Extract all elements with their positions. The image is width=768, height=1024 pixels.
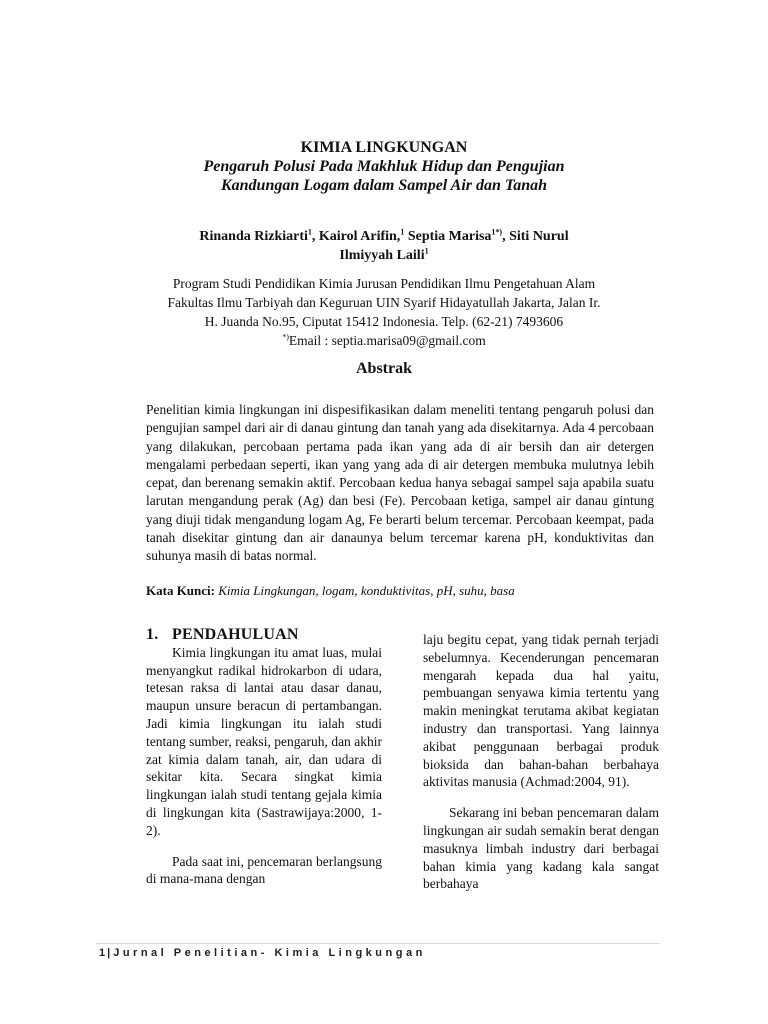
- section-number: 1.: [146, 626, 159, 643]
- affiliation-line-1: Program Studi Pendidikan Kimia Jurusan Pendidikan Ilmu Pengetahuan Alam: [172, 276, 596, 291]
- paragraph-2: Pada saat ini, pencemaran berlangsung di mana-mana dengan: [146, 853, 382, 887]
- author-5: Ilmiyyah Laili: [339, 248, 425, 263]
- paper-subtitle-line1: Pengaruh Polusi Pada Makhluk Hidup dan Pengujian: [203, 158, 565, 175]
- author-1: Rinanda Rizkiarti: [199, 229, 308, 244]
- affiliation-block: [130, 274, 638, 350]
- footer-divider: [96, 943, 660, 944]
- footer-separator: |: [107, 947, 111, 959]
- page-number: 1: [99, 947, 106, 959]
- section-heading: [146, 626, 382, 644]
- author-3-affil: 1*): [491, 227, 503, 237]
- author-2-affil: 1: [400, 227, 405, 237]
- page-footer: [99, 947, 426, 959]
- right-column: [423, 631, 659, 893]
- email-text: Email : septia.marisa09@gmail.com: [288, 333, 486, 348]
- author-list: [140, 227, 628, 265]
- paragraph-4: Sekarang ini beban pencemaran dalam lingkungan air sudah semakin berat dengan masuknya limbah industry dari berbagai bahan kimia yang kadang kala sangat berbahaya: [423, 805, 659, 892]
- paragraph-1: Kimia lingkungan itu amat luas, mulai menyangkut radikal hidrokarbon di udara, tetesan raksa di lantai atau dasar danau, maupun unsure beracun di pertambangan. Jadi kimia lingkungan itu ialah studi tentang sumber, reaksi, pengaruh, dan akhir zat kimia dalam tanah, air, dan udara di sekitar kita. Secara singkat kimia lingkungan ialah studi tentang gejala kimia di lingkungan kita (Sastrawijaya:2000, 1-2).: [146, 644, 382, 838]
- section-title: PENDAHULUAN: [172, 626, 299, 643]
- keywords: [146, 582, 666, 600]
- affiliation-line-3: H. Juanda No.95, Ciputat 15412 Indonesia. Telp. (62-21) 7493606: [204, 314, 564, 329]
- journal-name: Jurnal Penelitian- Kimia Lingkungan: [113, 947, 426, 959]
- author-3: Septia Marisa: [404, 229, 492, 244]
- paper-subtitle-line2: Kandungan Logam dalam Sampel Air dan Tanah: [220, 177, 547, 194]
- paragraph-3: laju begitu cepat, yang tidak pernah terjadi sebelumnya. Kecenderungan pencemaran mengarah kepada dua hal yaitu, pembuangan senyawa kimia tertentu yang makin meningkat terutama akibat kegiatan industry dan transportasi. Yang lainnya akibat penggunaan berbagai produk bioksida dan bahan-bahan berbahaya aktivitas manusia (Achmad:2004, 91).: [423, 632, 659, 790]
- author-4: , Siti Nurul: [502, 229, 569, 244]
- author-5-affil: 1: [424, 246, 429, 256]
- affiliation-line-2: Fakultas Ilmu Tarbiyah dan Keguruan UIN Syarif Hidayatullah Jakarta, Jalan Ir.: [167, 295, 601, 310]
- email-line: [130, 331, 638, 350]
- abstract-heading: Abstrak: [355, 360, 412, 377]
- email-marker: *): [282, 332, 289, 342]
- author-2: , Kairol Arifin,: [311, 229, 401, 244]
- keywords-label: Kata Kunci:: [146, 583, 215, 598]
- left-column: [146, 626, 382, 888]
- author-1-affil: 1: [307, 227, 312, 237]
- title-block: [100, 138, 668, 195]
- abstract-text: Penelitian kimia lingkungan ini dispesifikasikan dalam meneliti tentang pengaruh polusi dan pengujian sampel dari air di danau gintung dan tanah yang ada disekitarnya. Ada 4 percobaan yang dilakukan, percobaan pertama pada ikan yang ada di air bersih dan air detergen mengalami perbedaan seperti, ikan yang yang ada di air detergen membuka mulutnya lebih cepat, dan berenang semakin aktif. Percobaan kedua hanya sebagai sampel saja apabila suatu larutan mengandung perak (Ag) dan besi (Fe). Percobaan ketiga, sampel air danau gintung yang diuji tidak mengandung logam Ag, Fe berarti belum tercemar. Percobaan keempat, pada tanah disekitar gintung dan air danaunya belum tercemar karena pH, konduktivitas dan suhunya masih di batas normal.: [146, 402, 654, 564]
- keywords-text: Kimia Lingkungan, logam, konduktivitas, pH, suhu, basa: [214, 583, 515, 598]
- paper-title: KIMIA LINGKUNGAN: [300, 139, 468, 156]
